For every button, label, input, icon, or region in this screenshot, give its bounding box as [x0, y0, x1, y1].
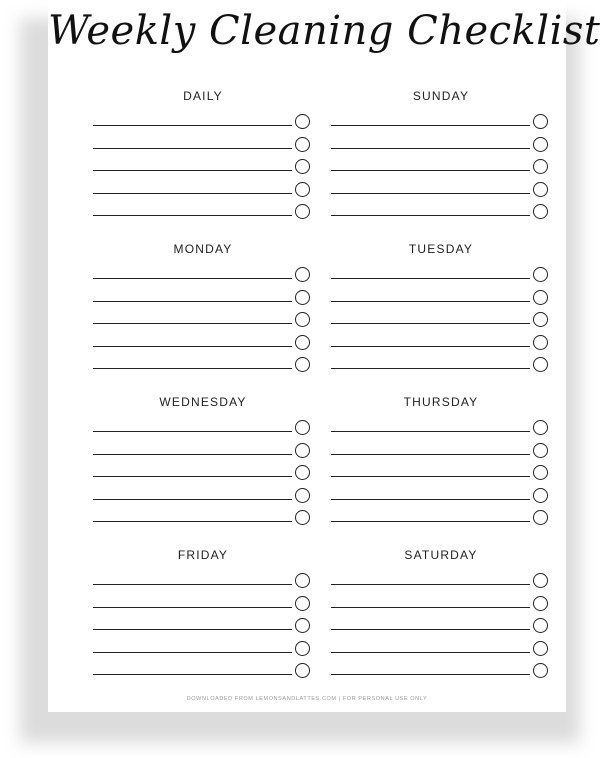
checklist-row [93, 286, 313, 309]
write-in-line[interactable] [93, 323, 292, 324]
checkbox-circle[interactable] [295, 443, 310, 458]
section-sunday [331, 88, 551, 223]
checkbox-circle[interactable] [533, 137, 548, 152]
write-in-line[interactable] [331, 346, 530, 347]
checkbox-circle[interactable] [295, 267, 310, 282]
write-in-line[interactable] [93, 278, 292, 279]
checklist-row [331, 659, 551, 682]
write-in-line[interactable] [331, 584, 530, 585]
write-in-line[interactable] [93, 170, 292, 171]
write-in-line[interactable] [93, 148, 292, 149]
checkbox-circle[interactable] [533, 267, 548, 282]
checklist-rows [331, 569, 551, 682]
checkbox-circle[interactable] [295, 596, 310, 611]
checkbox-circle[interactable] [533, 290, 548, 305]
write-in-line[interactable] [93, 476, 292, 477]
checkbox-circle[interactable] [295, 420, 310, 435]
write-in-line[interactable] [93, 674, 292, 675]
checklist-row [93, 416, 313, 439]
checkbox-circle[interactable] [295, 573, 310, 588]
write-in-line[interactable] [93, 125, 292, 126]
checkbox-circle[interactable] [533, 335, 548, 350]
write-in-line[interactable] [93, 454, 292, 455]
checklist-row [93, 353, 313, 376]
write-in-line[interactable] [331, 629, 530, 630]
write-in-line[interactable] [93, 301, 292, 302]
checklist-row [331, 178, 551, 201]
write-in-line[interactable] [93, 499, 292, 500]
checklist-row [93, 110, 313, 133]
write-in-line[interactable] [93, 584, 292, 585]
section-title: SUNDAY [412, 89, 470, 103]
checklist-row [93, 569, 313, 592]
checklist-row [331, 592, 551, 615]
page-title: Weekly Cleaning Checklist [48, 8, 600, 54]
checklist-row [331, 569, 551, 592]
checkbox-circle[interactable] [295, 114, 310, 129]
checkbox-circle[interactable] [533, 488, 548, 503]
section-title: DAILY [183, 89, 223, 103]
section-title: WEDNESDAY [159, 395, 247, 409]
write-in-line[interactable] [331, 368, 530, 369]
checklist-row [93, 155, 313, 178]
checklist-row [331, 200, 551, 223]
checklist-rows [93, 569, 313, 682]
write-in-line[interactable] [331, 278, 530, 279]
checklist-row [331, 263, 551, 286]
checklist-row [331, 614, 551, 637]
checkbox-circle[interactable] [533, 618, 548, 633]
write-in-line[interactable] [93, 431, 292, 432]
checkbox-circle[interactable] [533, 443, 548, 458]
checkbox-circle[interactable] [533, 573, 548, 588]
checkbox-circle[interactable] [295, 488, 310, 503]
checklist-rows [93, 110, 313, 223]
checkbox-circle[interactable] [533, 596, 548, 611]
checklist-row [331, 461, 551, 484]
checkbox-circle[interactable] [533, 357, 548, 372]
write-in-line[interactable] [93, 368, 292, 369]
checklist-row [331, 331, 551, 354]
checklist-row [93, 331, 313, 354]
checkbox-circle[interactable] [533, 114, 548, 129]
write-in-line[interactable] [331, 499, 530, 500]
write-in-line[interactable] [331, 193, 530, 194]
checklist-row [93, 308, 313, 331]
write-in-line[interactable] [331, 323, 530, 324]
section-thursday [331, 394, 551, 529]
checkbox-circle[interactable] [295, 182, 310, 197]
section-daily [93, 88, 313, 223]
checklist-row [93, 439, 313, 462]
write-in-line[interactable] [331, 476, 530, 477]
write-in-line[interactable] [331, 652, 530, 653]
checkbox-circle[interactable] [295, 357, 310, 372]
checkbox-circle[interactable] [533, 204, 548, 219]
checklist-row [93, 263, 313, 286]
checklist-row [331, 439, 551, 462]
checkbox-circle[interactable] [533, 159, 548, 174]
checkbox-circle[interactable] [533, 663, 548, 678]
write-in-line[interactable] [331, 215, 530, 216]
section-title: TUESDAY [408, 242, 474, 256]
checklist-row [93, 133, 313, 156]
write-in-line[interactable] [93, 652, 292, 653]
checklist-row [93, 200, 313, 223]
checkbox-circle[interactable] [533, 510, 548, 525]
checklist-rows [331, 110, 551, 223]
write-in-line[interactable] [93, 521, 292, 522]
checklist-row [331, 484, 551, 507]
checklist-row [93, 178, 313, 201]
checklist-row [331, 155, 551, 178]
checkbox-circle[interactable] [295, 137, 310, 152]
write-in-line[interactable] [331, 431, 530, 432]
checkbox-circle[interactable] [295, 290, 310, 305]
section-title: MONDAY [173, 242, 233, 256]
section-saturday [331, 547, 551, 682]
write-in-line[interactable] [331, 674, 530, 675]
footer-note: DOWNLOADED FROM LEMONSANDLATTES.COM | FOR PERSONAL USE ONLY [186, 696, 428, 702]
write-in-line[interactable] [93, 193, 292, 194]
section-title: SATURDAY [404, 548, 478, 562]
section-title: FRIDAY [177, 548, 229, 562]
checklist-row [93, 461, 313, 484]
checklist-row [331, 308, 551, 331]
checkbox-circle[interactable] [533, 641, 548, 656]
write-in-line[interactable] [331, 301, 530, 302]
write-in-line[interactable] [93, 607, 292, 608]
checklist-rows [93, 416, 313, 529]
section-tuesday [331, 241, 551, 376]
checklist-row [331, 353, 551, 376]
checkbox-circle[interactable] [295, 663, 310, 678]
write-in-line[interactable] [331, 454, 530, 455]
write-in-line[interactable] [93, 629, 292, 630]
checklist-row [93, 614, 313, 637]
write-in-line[interactable] [331, 521, 530, 522]
checkbox-circle[interactable] [295, 159, 310, 174]
checkbox-circle[interactable] [533, 312, 548, 327]
checkbox-circle[interactable] [295, 618, 310, 633]
checklist-row [331, 416, 551, 439]
checklist-row [331, 286, 551, 309]
checklist-row [93, 484, 313, 507]
write-in-line[interactable] [331, 607, 530, 608]
checkbox-circle[interactable] [295, 641, 310, 656]
checklist-rows [331, 416, 551, 529]
checklist-row [93, 637, 313, 660]
checkbox-circle[interactable] [295, 510, 310, 525]
section-monday [93, 241, 313, 376]
checklist-rows [331, 263, 551, 376]
checkbox-circle[interactable] [533, 182, 548, 197]
write-in-line[interactable] [93, 346, 292, 347]
write-in-line[interactable] [93, 215, 292, 216]
checkbox-circle[interactable] [533, 420, 548, 435]
checklist-row [93, 506, 313, 529]
checklist-page [48, 0, 600, 712]
section-title: THURSDAY [403, 395, 479, 409]
section-wednesday [93, 394, 313, 529]
checklist-row [331, 110, 551, 133]
checkbox-circle[interactable] [295, 465, 310, 480]
write-in-line[interactable] [331, 170, 530, 171]
checklist-row [331, 133, 551, 156]
write-in-line[interactable] [331, 125, 530, 126]
checkbox-circle[interactable] [533, 465, 548, 480]
checklist-row [331, 506, 551, 529]
write-in-line[interactable] [331, 148, 530, 149]
checkbox-circle[interactable] [295, 312, 310, 327]
section-friday [93, 547, 313, 682]
checkbox-circle[interactable] [295, 204, 310, 219]
checklist-row [93, 592, 313, 615]
checklist-rows [93, 263, 313, 376]
checklist-row [331, 637, 551, 660]
checklist-row [93, 659, 313, 682]
checkbox-circle[interactable] [295, 335, 310, 350]
